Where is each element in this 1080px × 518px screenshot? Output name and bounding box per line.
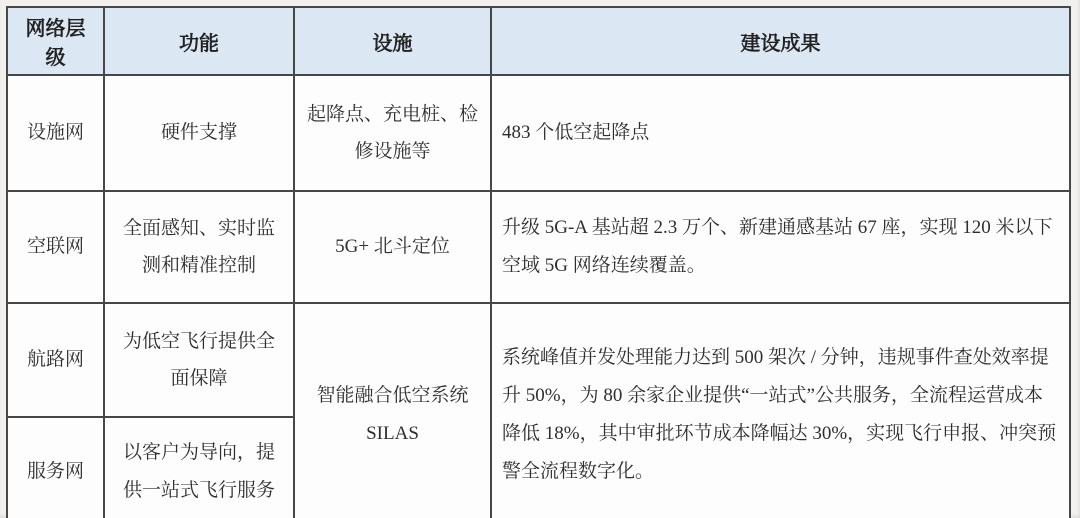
table-row-route-net <box>7 303 1070 417</box>
cell-achievement-silas-merged: 系统峰值并发处理能力达到 500 架次 / 分钟，违规事件查处效率提升 50%，为 80 余家企业提供“一站式”公共服务，全流程运营成本降低 18%，其中审批环节成本降幅达 30%，实现飞行申报、冲突预警全流程数字化。 <box>491 303 1070 518</box>
cell-function-route-net: 为低空飞行提供全面保障 <box>104 303 294 417</box>
cell-layer-air-link-net: 空联网 <box>7 191 104 303</box>
cell-facility-facility-net: 起降点、充电桩、检修设施等 <box>294 75 491 191</box>
cell-function-air-link-net: 全面感知、实时监测和精准控制 <box>104 191 294 303</box>
table-header-row <box>7 7 1070 75</box>
header-network-layer: 网络层级 <box>7 7 104 75</box>
cell-achievement-facility-net: 483 个低空起降点 <box>491 75 1070 191</box>
table-row-facility-net <box>7 75 1070 191</box>
header-function: 功能 <box>104 7 294 75</box>
header-facility: 设施 <box>294 7 491 75</box>
cell-facility-silas-merged: 智能融合低空系统 SILAS <box>294 303 491 518</box>
low-altitude-network-table <box>6 6 1071 518</box>
cell-layer-facility-net: 设施网 <box>7 75 104 191</box>
cell-achievement-air-link-net: 升级 5G-A 基站超 2.3 万个、新建通感基站 67 座，实现 120 米以下空域 5G 网络连续覆盖。 <box>491 191 1070 303</box>
cell-layer-route-net: 航路网 <box>7 303 104 417</box>
cell-facility-air-link-net: 5G+ 北斗定位 <box>294 191 491 303</box>
header-achievement: 建设成果 <box>491 7 1070 75</box>
table-row-air-link-net <box>7 191 1070 303</box>
cell-function-facility-net: 硬件支撑 <box>104 75 294 191</box>
cell-layer-service-net: 服务网 <box>7 417 104 518</box>
cell-function-service-net: 以客户为导向，提供一站式飞行服务 <box>104 417 294 518</box>
